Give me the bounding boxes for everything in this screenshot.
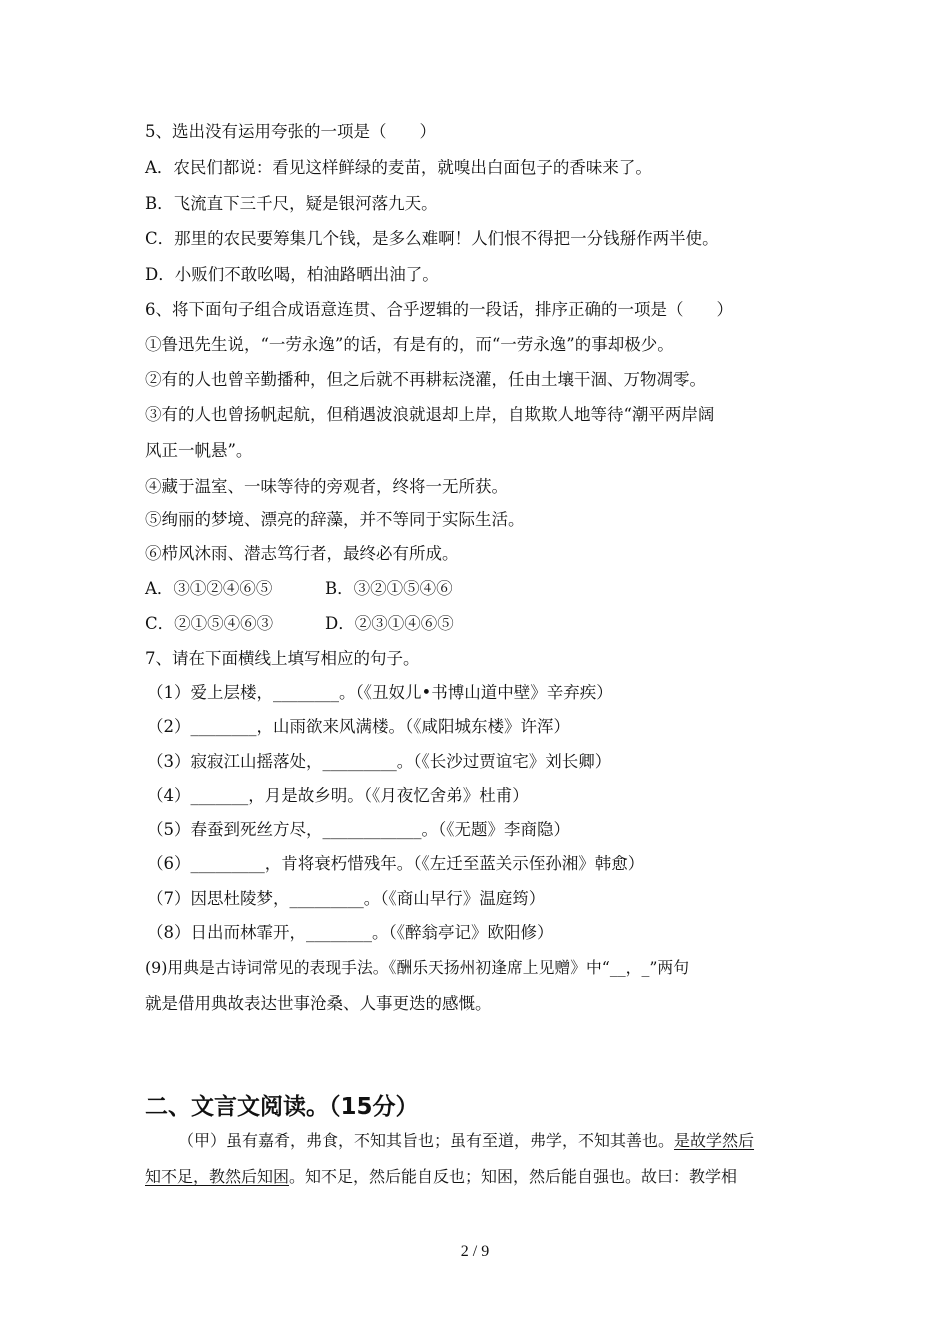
q6-sentence-5: ⑤绚丽的梦境、漂亮的辞藻，并不等同于实际生活。: [145, 510, 525, 529]
q5-option-c: C．那里的农民要筹集几个钱，是多么难啊！人们恨不得把一分钱掰作两半使。: [145, 229, 719, 248]
q7-item-8: （8）日出而林霏开，________。（《醉翁亭记》欧阳修）: [147, 923, 554, 942]
passage-line-2: [145, 1166, 737, 1188]
passage-line-1: [178, 1130, 754, 1152]
q6-option-b: B．③②①⑤④⑥: [325, 579, 453, 598]
q7-item-2: （2）________，山雨欲来风满楼。（《咸阳城东楼》许浑）: [147, 717, 570, 736]
q7-item-5: （5）春蚕到死丝方尽，____________。（《无题》李商隐）: [147, 820, 570, 839]
q7-item-3: （3）寂寂江山摇落处，_________。（《长沙过贾谊宅》刘长卿）: [147, 752, 612, 771]
q7-item-9-cont: 就是借用典故表达世事沧桑、人事更迭的感慨。: [145, 994, 492, 1013]
passage-text: （甲）虽有嘉肴，弗食，不知其旨也；虽有至道，弗学，不知其善也。: [178, 1131, 675, 1150]
q5-option-a: A．农民们都说：看见这样鲜绿的麦苗，就嗅出白面包子的香味来了。: [145, 158, 652, 177]
q6-option-d: D．②③①④⑥⑤: [325, 614, 454, 633]
q6-stem: 6、将下面句子组合成语意连贯、合乎逻辑的一段话，排序正确的一项是（ ）: [145, 300, 733, 319]
q6-sentence-3: ③有的人也曾扬帆起航，但稍遇波浪就退却上岸，自欺欺人地等待“潮平两岸阔: [145, 405, 715, 424]
q6-sentence-4: ④藏于温室、一味等待的旁观者，终将一无所获。: [145, 477, 508, 496]
q6-sentence-2: ②有的人也曾辛勤播种，但之后就不再耕耘浇灌，任由土壤干涸、万物凋零。: [145, 370, 706, 389]
page-number: 2 / 9: [460, 1243, 490, 1260]
q7-item-1: （1）爱上层楼，________。（《丑奴儿•书博山道中壁》辛弃疾）: [147, 683, 613, 702]
q6-sentence-3-cont: 风正一帆悬”。: [145, 441, 253, 460]
section-heading: 二、文言文阅读。（15分）: [145, 1094, 419, 1120]
q5-stem: 5、选出没有运用夸张的一项是（ ）: [145, 122, 436, 141]
q5-option-d: D．小贩们不敢吆喝，柏油路晒出油了。: [145, 265, 439, 284]
underlined-sentence-cont: 知不足，教然后知困: [145, 1167, 290, 1186]
q5-option-b: B．飞流直下三千尺，疑是银河落九天。: [145, 194, 438, 213]
q6-option-a: A．③①②④⑥⑤: [145, 579, 273, 598]
q7-stem: 7、请在下面横线上填写相应的句子。: [145, 649, 420, 668]
q6-sentence-1: ①鲁迅先生说，“一劳永逸”的话，有是有的，而“一劳永逸”的事却极少。: [145, 335, 674, 354]
q7-item-4: （4）_______，月是故乡明。（《月夜忆舍弟》杜甫）: [147, 786, 529, 805]
q7-item-7: （7）因思杜陵梦，_________。（《商山早行》温庭筠）: [147, 889, 546, 908]
underlined-sentence: 是故学然后: [674, 1131, 755, 1150]
q7-item-6: （6）_________，肯将衰朽惜残年。（《左迁至蓝关示侄孙湘》韩愈）: [147, 854, 645, 873]
q7-item-9: (9)用典是古诗词常见的表现手法。《酬乐天扬州初逢席上见赠》中“__，_”两句: [145, 958, 690, 977]
q6-option-c: C．②①⑤④⑥③: [145, 614, 274, 633]
q6-sentence-6: ⑥栉风沐雨、潜志笃行者，最终必有所成。: [145, 544, 459, 563]
passage-text-cont: 。知不足，然后能自反也；知困，然后能自强也。故曰：教学相: [289, 1167, 738, 1186]
